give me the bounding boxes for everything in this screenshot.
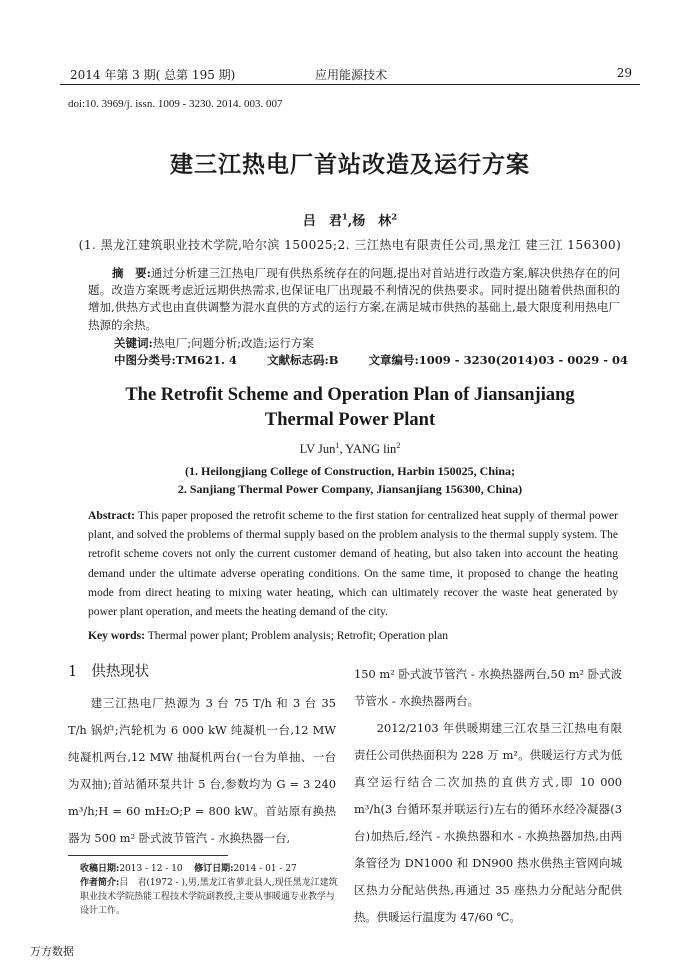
bio-label: 作者简介: xyxy=(80,878,120,888)
chinese-affiliation: (1. 黑龙江建筑职业技术学院,哈尔滨 150025;2. 三江热电有限责任公司,黑龙江 建三江 156300) xyxy=(78,238,622,252)
english-title-line: The Retrofit Scheme and Operation Plan of Jiansanjiang xyxy=(125,385,575,405)
dates-line xyxy=(80,862,342,876)
affiliation-line: 2. Sanjiang Thermal Power Company, Jiansanjiang 156300, China) xyxy=(177,482,523,496)
footnote xyxy=(80,862,342,918)
keywords-text: Thermal power plant; Problem analysis; Retrofit; Operation plan xyxy=(147,629,449,642)
body-paragraph: 建三江热电厂热源为 3 台 75 T/h 和 3 台 35 T/h 锅炉;汽轮机为 6 000 kW 纯凝机一台,12 MW 纯凝机两台,12 MW 抽凝机两台(一台为单抽、一台为双抽);首站循环泵共计 5 台,参数均为 G = 3 240 m³/h;H = 60 mH₂O;P = 800 kW。首站原有换热器为 500 m² 卧式波节管汽 - 水换热器一台, xyxy=(68,696,336,845)
article-number: 文章编号:1009 - 3230(2014)03 - 0029 - 04 xyxy=(368,353,629,367)
clc-number: 中图分类号:TM621. 4 xyxy=(114,353,238,367)
body-paragraph: 150 m² 卧式波节管汽 - 水换热器两台,50 m² 卧式波节管水 - 水换热器两台。 xyxy=(354,667,622,708)
author-bio xyxy=(80,876,342,918)
chinese-keywords xyxy=(114,335,314,351)
footnote-divider xyxy=(68,855,228,856)
english-authors: LV Jun$^1$, YANG lin$^2$ xyxy=(299,440,401,456)
keywords-label: Key words: xyxy=(88,629,145,642)
received-label: 收稿日期: xyxy=(80,864,120,874)
revised-label: 修订日期: xyxy=(194,864,234,874)
revised-date: 2014 - 01 - 27 xyxy=(233,864,297,874)
english-title xyxy=(0,383,700,433)
issue-info: 2014 年第 3 期( 总第 195 期) xyxy=(70,68,236,82)
section-number: 1 xyxy=(68,664,78,680)
right-column xyxy=(354,661,622,931)
abstract-label: 摘 要: xyxy=(112,266,151,280)
english-affiliation xyxy=(0,462,700,498)
chinese-abstract xyxy=(88,265,620,334)
document-code: 文献标志码:B xyxy=(267,353,339,367)
page-number: 29 xyxy=(616,66,632,80)
author-name: 杨 林 xyxy=(352,214,392,229)
affiliation-line: (1. Heilongjiang College of Construction, Harbin 150025, China; xyxy=(184,464,515,478)
abstract-text: 通过分析建三江热电厂现有供热系统存在的问题,提出对首站进行改造方案,解决供热存在的问题。改造方案既考虑近远期供热需求,也保证电厂出现最不利情况的供热要求。同时提出随着供热面积的增加,供热方式也由直供调整为混水直供的方式的运行方案,在满足城市供热的基础上,最大限度利用热电厂热源的余热。 xyxy=(88,266,620,332)
author-name: 吕 君 xyxy=(302,214,342,229)
running-header xyxy=(60,62,640,85)
watermark-footer: 万方数据 xyxy=(30,945,74,958)
classification-line xyxy=(114,352,654,368)
left-column xyxy=(68,690,336,852)
section-title: 供热现状 xyxy=(91,664,150,680)
chinese-authors: 吕 君$^1$,杨 林$^2$ xyxy=(302,211,398,229)
keywords-text: 热电厂;问题分析;改造;运行方案 xyxy=(152,336,314,350)
author-name: YANG lin xyxy=(345,442,397,456)
author-affil-mark: 2 xyxy=(396,440,401,450)
section-heading xyxy=(68,660,149,681)
keywords-label: 关键词: xyxy=(114,336,153,350)
received-date: 2013 - 12 - 10 xyxy=(119,864,183,874)
author-affil-mark: 1 xyxy=(335,440,340,450)
author-name: LV Jun xyxy=(299,442,336,456)
author-affil-mark: 2 xyxy=(391,211,398,222)
english-keywords xyxy=(88,629,448,642)
english-abstract xyxy=(88,506,618,621)
abstract-label: Abstract: xyxy=(88,509,136,522)
journal-name: 应用能源技术 xyxy=(315,68,388,82)
author-affil-mark: 1 xyxy=(341,211,348,222)
bio-text: 吕 君(1972 - ),男,黑龙江省萝北县人,现任黑龙江建筑职业技术学院热能工程技术学院副教授,主要从事暖通专业教学与设计工作。 xyxy=(80,878,338,916)
chinese-title: 建三江热电厂首站改造及运行方案 xyxy=(170,151,530,178)
abstract-text: This paper proposed the retrofit scheme to the first station for centralized heat supply of thermal power plant, and solved the problems of thermal supply based on the problem analysis to the thermal supply system. The retrofit scheme covers not only the current customer demand of heating, but also taken into account the heating demand under the ultimate adverse operating conditions. On the same time, it proposed to change the heating mode from direct heating to mixing water heating, which can ultimately recover the waste heat generated by power plant operation, and meets the heating demand of the city. xyxy=(88,509,618,619)
body-paragraph: 2012/2103 年供暖期建三江农垦三江热电有限责任公司供热面积为 228 万 m²。供暖运行方式为低真空运行结合二次加热的直供方式,即 10 000 m³/h(3 台循环泵并联运行)左右的循环水经冷凝器(3 台)加热后,经汽 - 水换热器和水 - 水换热器加热,由两条管径为 DN1000 和 DN900 热水供热主管网向城区热力分配站供热,再通过 35 座热力分配站分配供热。供暖运行温度为 47/60 ℃。 xyxy=(354,721,622,924)
english-title-line: Thermal Power Plant xyxy=(264,410,436,430)
doi: doi:10. 3969/j. issn. 1009 - 3230. 2014. 003. 007 xyxy=(68,98,283,110)
